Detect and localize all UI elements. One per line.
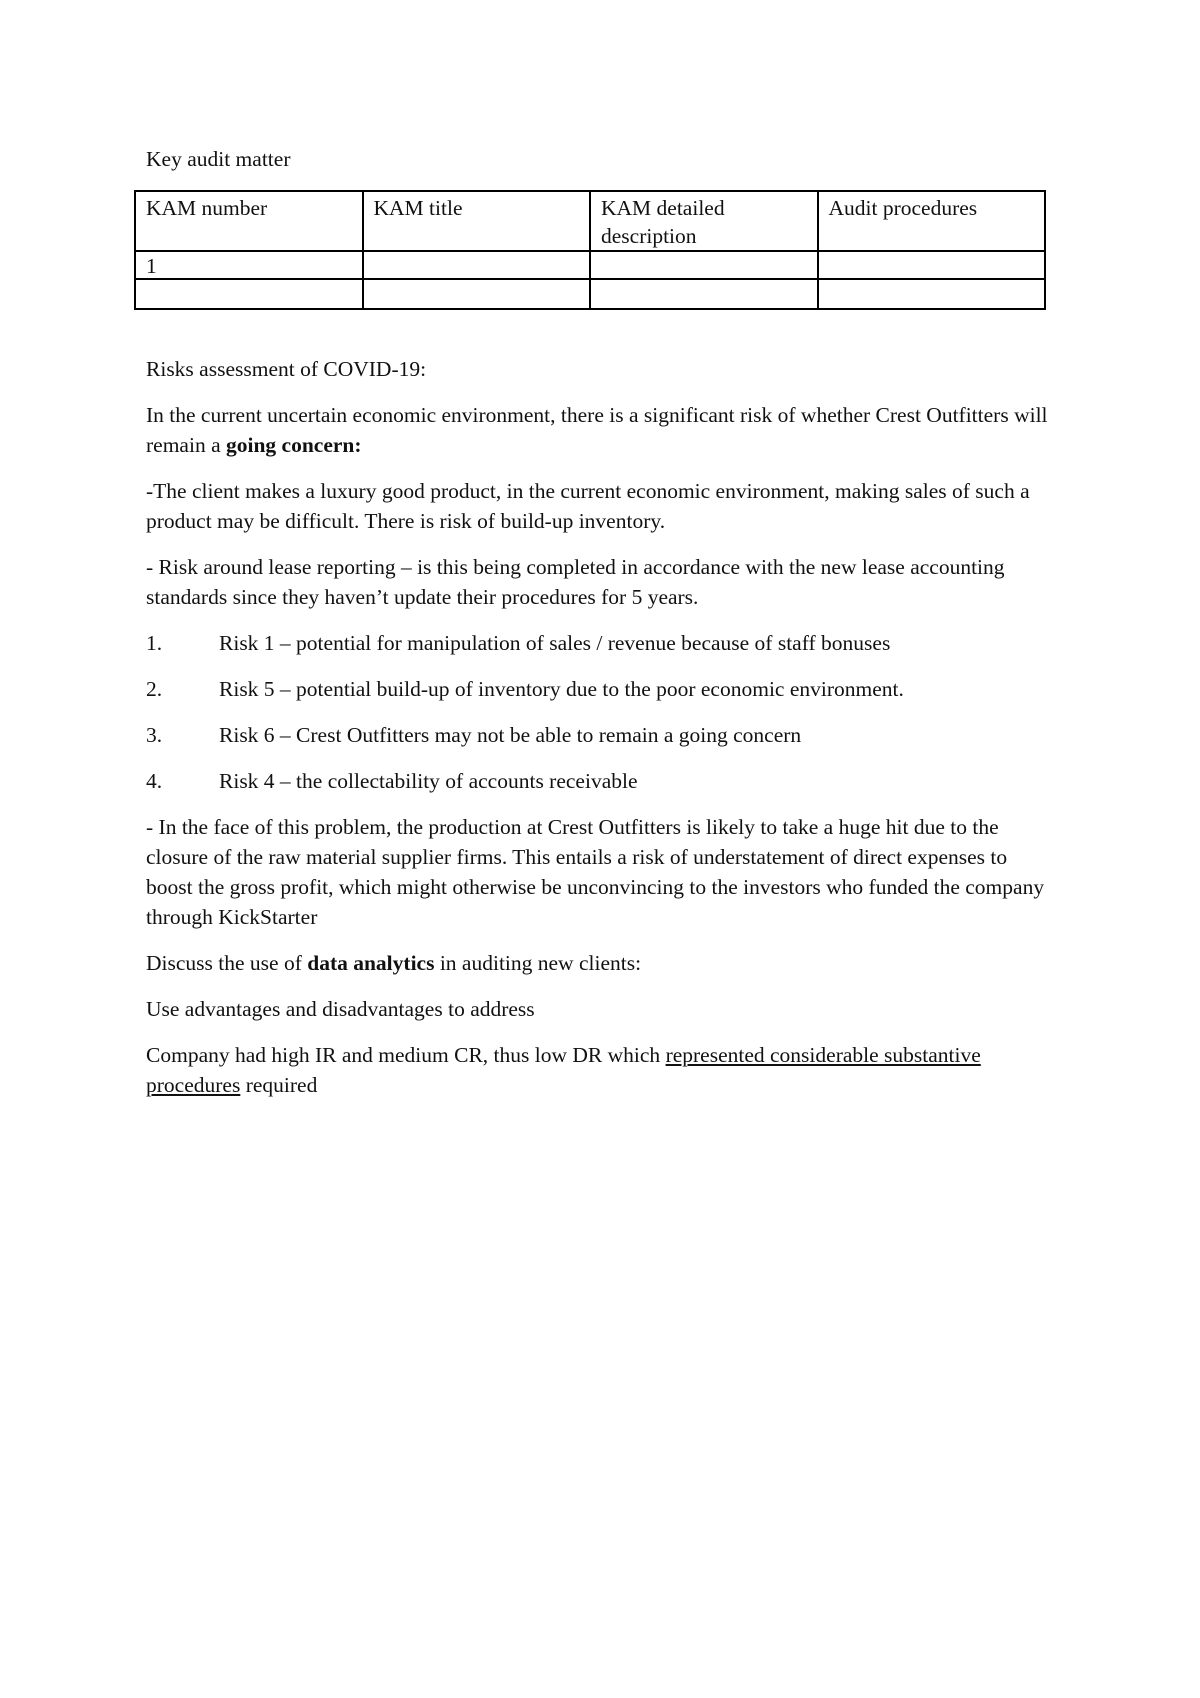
risk-intro-text: In the current uncertain economic environment, there is a significant risk of whether Crest Outfitters will remain a bbox=[146, 403, 1048, 457]
table-row bbox=[135, 279, 1045, 309]
table-cell: 1 bbox=[135, 251, 363, 279]
list-text: Risk 4 – the collectability of accounts receivable bbox=[219, 769, 638, 793]
list-text: Risk 6 – Crest Outfitters may not be able to remain a going concern bbox=[219, 723, 802, 747]
data-analytics-emphasis: data analytics bbox=[307, 951, 435, 975]
risk-bullet-production: - In the face of this problem, the production at Crest Outfitters is likely to take a huge hit due to the closure of the raw material supplier firms. This entails a risk of understatement of direct expenses to boost the gross profit, which might otherwise be unconvincing to the investors who funded the company through KickStarter bbox=[146, 815, 1045, 929]
table-cell bbox=[590, 251, 818, 279]
conclusion-paragraph bbox=[146, 1040, 1058, 1100]
kam-title-header: KAM title bbox=[363, 191, 591, 251]
list-item bbox=[146, 766, 1058, 796]
table-row bbox=[135, 251, 1045, 279]
list-number: 3. bbox=[146, 723, 163, 747]
list-number: 4. bbox=[146, 769, 163, 793]
table-cell bbox=[818, 279, 1046, 309]
kam-table-header-row bbox=[135, 191, 1045, 251]
table-cell bbox=[363, 279, 591, 309]
list-item bbox=[146, 674, 1058, 704]
section-heading: Key audit matter bbox=[146, 147, 291, 171]
table-cell bbox=[363, 251, 591, 279]
risk-assessment-title: Risks assessment of COVID-19: bbox=[146, 357, 427, 381]
list-text: Risk 1 – potential for manipulation of sales / revenue because of staff bonuses bbox=[219, 631, 891, 655]
going-concern-emphasis: going concern: bbox=[226, 433, 362, 457]
kam-description-header: KAM detailed description bbox=[590, 191, 818, 251]
conclusion-underlined: represented considerable substantive procedures bbox=[146, 1043, 981, 1097]
data-analytics-prompt bbox=[146, 948, 1058, 978]
kam-number-header: KAM number bbox=[135, 191, 363, 251]
table-cell bbox=[135, 279, 363, 309]
conclusion-after: required bbox=[240, 1073, 318, 1097]
risk-bullet-luxury: -The client makes a luxury good product, in the current economic environment, making sales of such a product may be difficult. There is risk of build-up inventory. bbox=[146, 479, 1030, 533]
list-number: 1. bbox=[146, 631, 163, 655]
list-number: 2. bbox=[146, 677, 163, 701]
risk-bullet-lease: - Risk around lease reporting – is this being completed in accordance with the new lease accounting standards since they haven’t update their procedures for 5 years. bbox=[146, 555, 1005, 609]
list-item bbox=[146, 628, 1058, 658]
data-analytics-after: in auditing new clients: bbox=[434, 951, 642, 975]
audit-procedures-header: Audit procedures bbox=[818, 191, 1046, 251]
risk-intro-paragraph bbox=[146, 400, 1058, 460]
table-cell bbox=[590, 279, 818, 309]
data-analytics-before: Discuss the use of bbox=[146, 951, 308, 975]
list-text: Risk 5 – potential build-up of inventory due to the poor economic environment. bbox=[219, 677, 904, 701]
kam-table bbox=[134, 190, 1046, 310]
table-cell bbox=[818, 251, 1046, 279]
document-body bbox=[146, 144, 1058, 1116]
conclusion-before: Company had high IR and medium CR, thus low DR which bbox=[146, 1043, 666, 1067]
list-item bbox=[146, 720, 1058, 750]
data-analytics-note: Use advantages and disadvantages to address bbox=[146, 997, 535, 1021]
